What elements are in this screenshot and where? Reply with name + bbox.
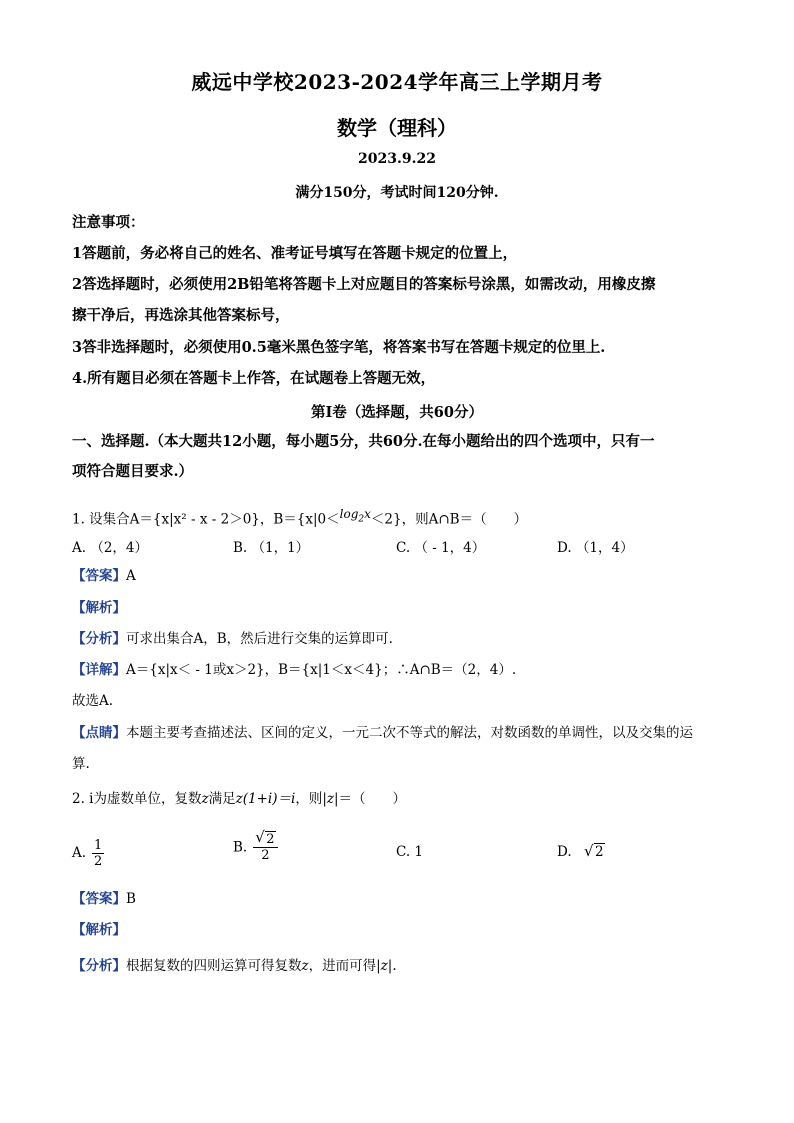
q2-equation: z(1+i)＝i	[235, 791, 296, 807]
section-intro-line-2: 项符合题目要求.）	[72, 463, 194, 480]
q2-option-d	[557, 844, 605, 860]
q1-answer	[72, 566, 732, 586]
q2-option-a-fraction	[92, 838, 104, 869]
q2-answer-label: 【答案】	[72, 891, 126, 907]
q2-option-a-num: 1	[94, 838, 103, 853]
q2-answer	[72, 889, 732, 909]
q2-stem-part-b: 满足	[208, 791, 236, 807]
q1-analysis	[72, 598, 732, 618]
q1-log-var: x	[364, 507, 371, 521]
q1-dianjing	[72, 723, 732, 743]
q2-option-d-label: D.	[557, 844, 572, 860]
notes-item-3: 3答非选择题时，必须使用0.5毫米黑色签字笔，将答案书写在答题卡规定的位里上.	[72, 339, 606, 356]
q2-fenxi-z: z	[301, 958, 309, 974]
q1-fenxi	[72, 629, 732, 649]
q2-option-c: C. 1	[396, 844, 424, 860]
q2-option-a-den: 2	[94, 854, 103, 869]
q1-answer-value: A	[126, 568, 136, 584]
notes-item-2-line-2: 擦干净后，再选涂其他答案标号，	[72, 307, 290, 324]
section-title: 第I卷（选择题，共60分）	[311, 404, 483, 421]
q1-option-d: D. （1，4）	[557, 540, 634, 556]
q1-answer-label: 【答案】	[72, 568, 126, 584]
q1-stem-part-a: 1. 设集合A＝{x|x² - x - 2＞0}，B＝{x|0＜	[72, 511, 340, 528]
q2-fenxi-text-b: ，进而可得	[308, 958, 377, 974]
q2-analysis-label: 【解析】	[72, 922, 126, 938]
q1-log-base: log	[339, 507, 359, 521]
q1-fenxi-text: 可求出集合A，B，然后进行交集的运算即可.	[126, 631, 393, 647]
q1-xiangjie-text: A＝{x|x＜ - 1或x＞2}，B＝{x|1＜x＜4}；∴A∩B＝（2，4）.	[126, 662, 517, 678]
q1-dianjing-cont: 算.	[72, 756, 90, 772]
q2-option-b-sqrt	[255, 832, 275, 847]
notes-item-2-line-1: 2答选择题时，必须使用2B铅笔将答题卡上对应题目的答案标号涂黑，如需改动，用橡皮擦	[72, 276, 656, 293]
q1-conclusion: 故选A.	[72, 693, 114, 709]
q2-fenxi-text-a: 根据复数的四则运算可得复数	[126, 958, 302, 974]
q2-option-d-sqrt	[584, 844, 605, 860]
notes-heading: 注意事项：	[72, 214, 145, 231]
q2-var-z: z	[201, 791, 209, 807]
q2-option-a	[72, 838, 104, 869]
q1-dianjing-label: 【点睛】	[72, 725, 126, 741]
q1-xiangjie-label: 【详解】	[72, 662, 126, 678]
q2-abs-z: |z|	[322, 791, 339, 807]
q2-option-b	[233, 832, 278, 863]
exam-title: 威远中学校2023-2024学年高三上学期月考	[191, 70, 603, 94]
q2-analysis	[72, 920, 732, 940]
q2-stem-part-d: ＝（ ）	[338, 791, 407, 807]
q2-stem-part-c: ，则	[295, 791, 323, 807]
q2-option-d-rad: 2	[594, 844, 604, 860]
q2-option-a-label: A.	[72, 845, 87, 861]
q1-fenxi-label: 【分析】	[72, 631, 126, 647]
q2-option-b-num-wrap	[253, 832, 277, 848]
exam-date: 2023.9.22	[358, 151, 436, 167]
q2-option-b-rad: 2	[266, 832, 275, 847]
q1-stem-part-b: ＜2}，则A∩B＝（ ）	[370, 511, 528, 528]
q2-answer-value: B	[126, 891, 136, 907]
notes-item-1: 1答题前，务必将自己的姓名、准考证号填写在答题卡规定的位置上，	[72, 245, 518, 262]
q1-option-b: B. （1，1）	[233, 540, 310, 556]
q2-option-b-den: 2	[261, 848, 270, 863]
q2-fenxi-abs: |z|	[376, 958, 393, 974]
q1-option-c: C. （ - 1，4）	[396, 540, 486, 556]
notes-item-4: 4.所有题目必须在答题卡上作答，在试题卷上答题无效，	[72, 370, 436, 387]
q1-dianjing-text: 本题主要考查描述法、区间的定义，一元二次不等式的解法，对数函数的单调性，以及交集的运	[126, 725, 693, 741]
q2-stem-part-a: 2. i为虚数单位，复数	[72, 791, 202, 807]
q1-log-sub: 2	[358, 514, 365, 525]
q2-option-b-fraction	[253, 832, 277, 863]
q1-option-a: A. （2，4）	[72, 540, 149, 556]
q1-analysis-label: 【解析】	[72, 600, 126, 616]
exam-score-time: 满分150分，考试时间120分钟.	[295, 185, 499, 201]
q2-stem	[72, 789, 732, 809]
q1-xiangjie	[72, 660, 732, 680]
q1-stem	[72, 504, 732, 530]
exam-subject: 数学（理科）	[337, 116, 457, 140]
q2-option-b-label: B.	[233, 839, 248, 856]
q1-log	[339, 507, 371, 525]
section-intro-line-1: 一、选择题.（本大题共12小题，每小题5分，共60分.在每小题给出的四个选项中，只有一	[72, 433, 655, 450]
q2-fenxi-end: .	[392, 958, 397, 974]
q2-fenxi	[72, 956, 732, 976]
q2-fenxi-label: 【分析】	[72, 958, 126, 974]
